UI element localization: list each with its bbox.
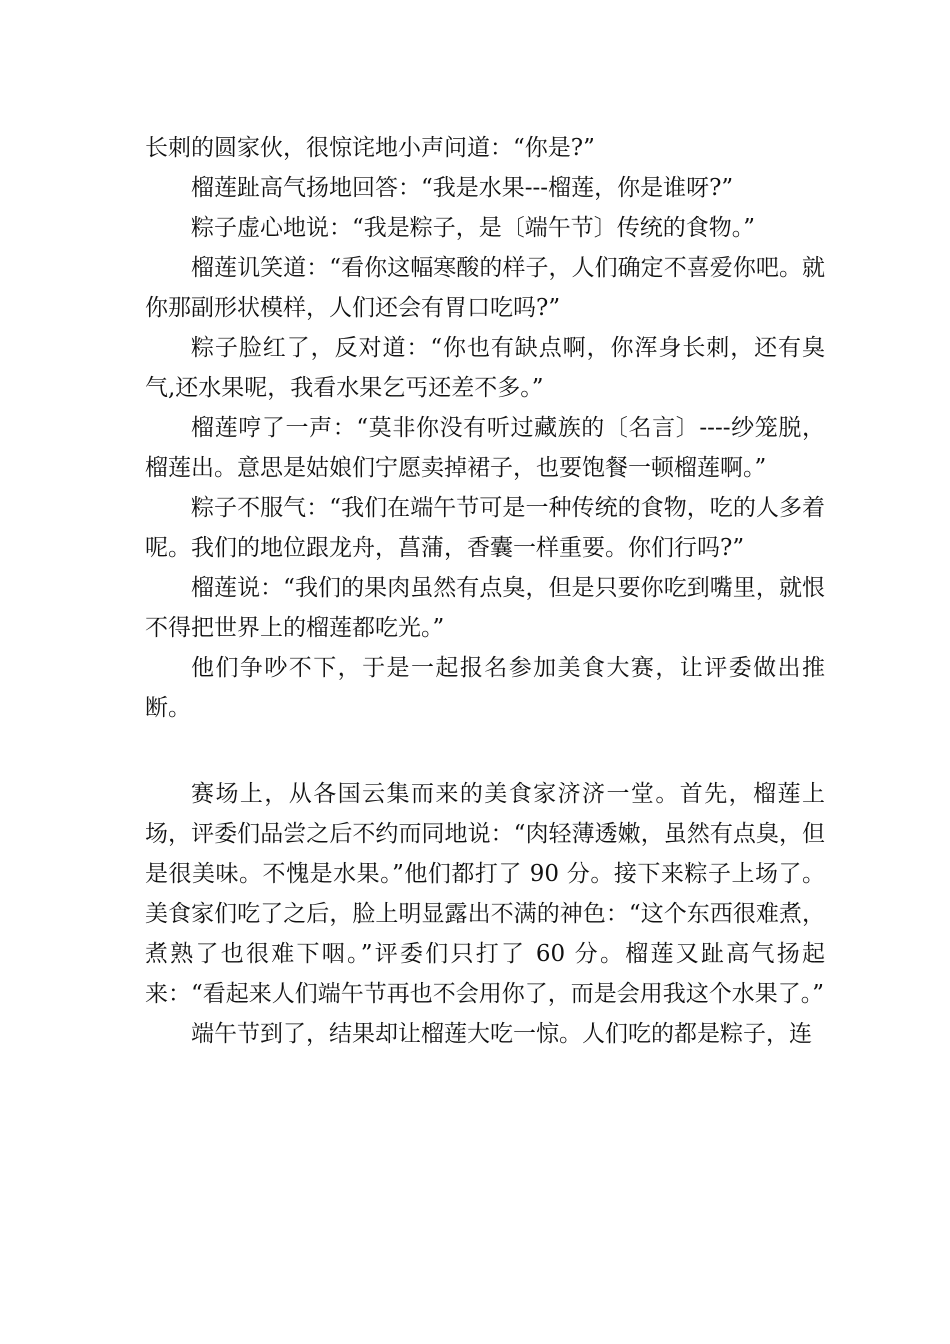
paragraph-gap [145,728,825,774]
paragraph-2: 榴莲趾高气扬地回答：“我是水果---榴莲，你是谁呀?” [191,175,734,201]
paragraph-8: 榴莲说：“我们的果肉虽然有点臭，但是只要你吃到嘴里，就恨不得把世界上的榴莲都吃光。” [145,575,825,641]
paragraph-4: 榴莲讥笑道：“看你这幅寒酸的样子，人们确定不喜爱你吧。就你那副形状模样，人们还会有胃口吃吗?” [145,255,825,321]
paragraph-1: 长刺的圆家伙，很惊诧地小声问道：“你是?” [145,135,595,161]
paragraph-7: 粽子不服气：“我们在端午节可是一种传统的食物，吃的人多着呢。我们的地位跟龙舟，菖蒲，香囊一样重要。你们行吗?” [145,495,825,561]
document-body [145,128,825,1054]
paragraph-5: 粽子脸红了，反对道：“你也有缺点啊，你浑身长刺，还有臭气,还水果呢，我看水果乞丐还差不多。” [145,335,825,401]
paragraph-10: 赛场上，从各国云集而来的美食家济济一堂。首先，榴莲上场，评委们品尝之后不约而同地说：“肉轻薄透嫩，虽然有点臭，但是很美味。不愧是水果。”他们都打了 90 分。接下来粽子上场了。美食家们吃了之后，脸上明显露出不满的神色：“这个东西很难煮，煮熟了也很难下咽。”评委们只打了 60 分。榴莲又趾高气扬起来：“看起来人们端午节再也不会用你了，而是会用我这个水果了。” [145,781,825,1007]
paragraph-6: 榴莲哼了一声：“莫非你没有听过藏族的〔名言〕----纱笼脱，榴莲出。意思是姑娘们宁愿卖掉裙子，也要饱餐一顿榴莲啊。” [145,415,825,481]
paragraph-11: 端午节到了，结果却让榴莲大吃一惊。人们吃的都是粽子，连 [191,1021,812,1047]
paragraph-3: 粽子虚心地说：“我是粽子，是〔端午节〕传统的食物。” [191,215,756,241]
paragraph-9: 他们争吵不下，于是一起报名参加美食大赛，让评委做出推断。 [145,655,825,721]
